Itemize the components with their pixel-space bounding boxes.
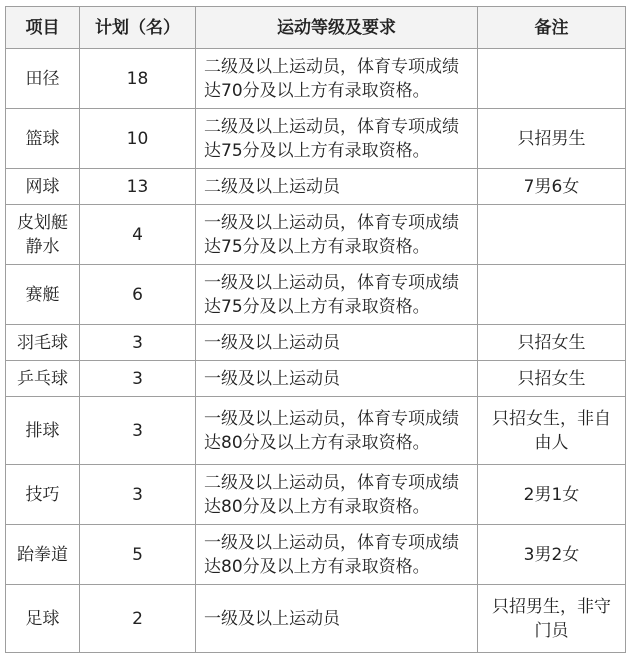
cell-note: 2男1女 [478,465,626,525]
cell-note: 只招女生 [478,361,626,397]
cell-requirement: 二级及以上运动员，体育专项成绩达70分及以上方有录取资格。 [196,49,478,109]
cell-note: 只招男生 [478,109,626,169]
table-row [6,585,626,653]
cell-requirement: 二级及以上运动员 [196,169,478,205]
cell-note: 只招男生，非守门员 [478,585,626,653]
cell-item: 赛艇 [6,265,80,325]
header-plan: 计划（名） [80,7,196,49]
cell-plan: 2 [80,585,196,653]
table-row [6,525,626,585]
cell-note: 7男6女 [478,169,626,205]
table-row [6,325,626,361]
cell-requirement: 一级及以上运动员，体育专项成绩达80分及以上方有录取资格。 [196,525,478,585]
cell-requirement: 一级及以上运动员，体育专项成绩达75分及以上方有录取资格。 [196,205,478,265]
cell-requirement: 一级及以上运动员，体育专项成绩达80分及以上方有录取资格。 [196,397,478,465]
cell-plan: 6 [80,265,196,325]
cell-requirement: 一级及以上运动员 [196,361,478,397]
cell-item: 技巧 [6,465,80,525]
cell-plan: 5 [80,525,196,585]
cell-requirement: 一级及以上运动员，体育专项成绩达75分及以上方有录取资格。 [196,265,478,325]
cell-requirement: 一级及以上运动员 [196,325,478,361]
header-note: 备注 [478,7,626,49]
cell-item: 网球 [6,169,80,205]
cell-plan: 3 [80,465,196,525]
cell-item: 足球 [6,585,80,653]
table-row [6,205,626,265]
cell-item: 篮球 [6,109,80,169]
table-row [6,397,626,465]
header-item: 项目 [6,7,80,49]
admission-plan-table [5,6,626,653]
cell-plan: 3 [80,361,196,397]
cell-requirement: 二级及以上运动员，体育专项成绩达75分及以上方有录取资格。 [196,109,478,169]
table-row [6,361,626,397]
cell-note: 只招女生，非自由人 [478,397,626,465]
table-row [6,49,626,109]
cell-note: 3男2女 [478,525,626,585]
table-row [6,169,626,205]
cell-requirement: 二级及以上运动员，体育专项成绩达80分及以上方有录取资格。 [196,465,478,525]
cell-plan: 3 [80,397,196,465]
cell-plan: 4 [80,205,196,265]
cell-item: 排球 [6,397,80,465]
cell-plan: 3 [80,325,196,361]
cell-note [478,205,626,265]
table-row [6,465,626,525]
cell-item: 田径 [6,49,80,109]
cell-plan: 18 [80,49,196,109]
table-header-row [6,7,626,49]
cell-item: 乒乓球 [6,361,80,397]
table-row [6,265,626,325]
cell-item: 羽毛球 [6,325,80,361]
cell-plan: 10 [80,109,196,169]
cell-note [478,265,626,325]
cell-item: 跆拳道 [6,525,80,585]
cell-requirement: 一级及以上运动员 [196,585,478,653]
header-requirement: 运动等级及要求 [196,7,478,49]
cell-note: 只招女生 [478,325,626,361]
table-row [6,109,626,169]
cell-item: 皮划艇静水 [6,205,80,265]
cell-plan: 13 [80,169,196,205]
cell-note [478,49,626,109]
